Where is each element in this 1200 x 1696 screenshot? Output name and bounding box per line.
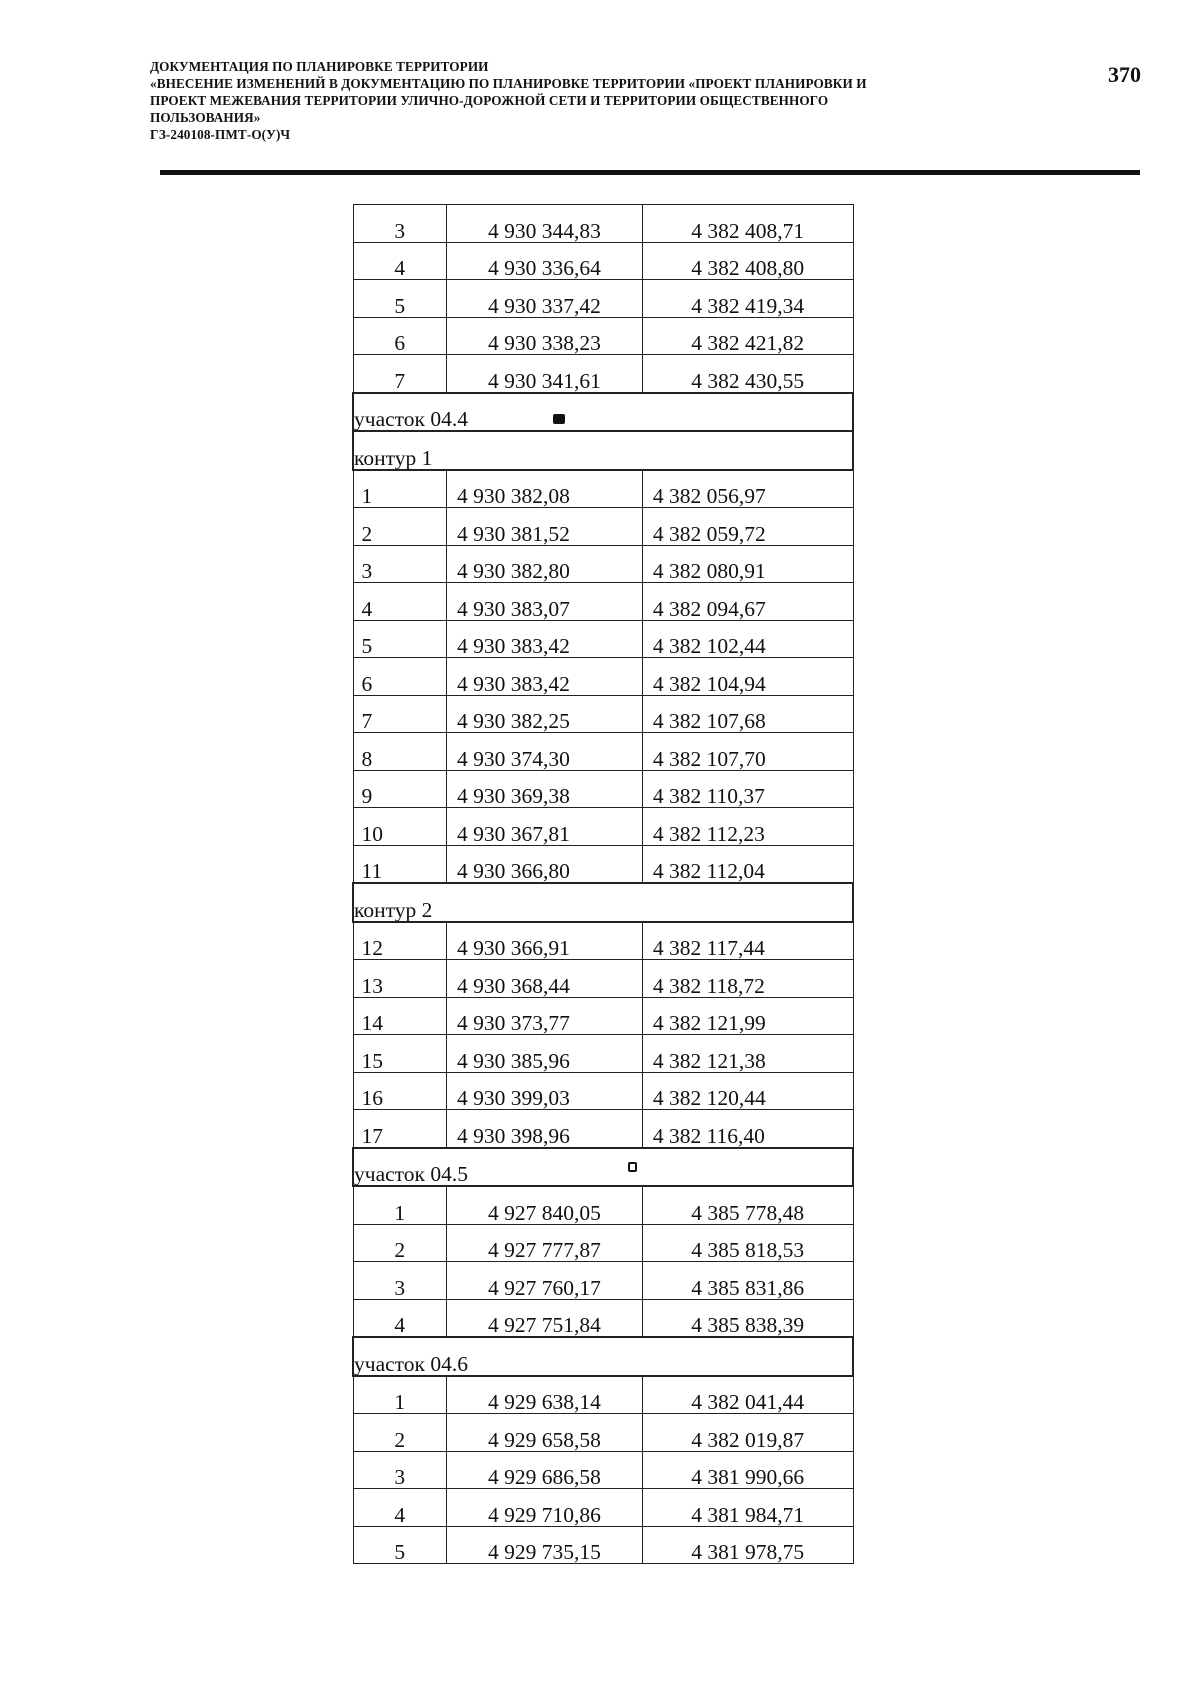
- point-number-cell: 7: [353, 355, 446, 393]
- point-number-cell: 4: [353, 242, 446, 280]
- point-number-cell: 11: [353, 845, 446, 883]
- table-row: [353, 1414, 853, 1452]
- point-number-cell: 2: [353, 508, 446, 546]
- x-coordinate-cell: 4 929 658,58: [446, 1414, 642, 1452]
- y-coordinate-cell: 4 382 019,87: [642, 1414, 853, 1452]
- y-coordinate-cell: 4 382 116,40: [642, 1110, 853, 1148]
- point-number-cell: 12: [353, 922, 446, 960]
- x-coordinate-cell: 4 930 398,96: [446, 1110, 642, 1148]
- point-number-cell: 3: [353, 205, 446, 243]
- point-number-cell: 9: [353, 770, 446, 808]
- x-coordinate-cell: 4 930 368,44: [446, 960, 642, 998]
- y-coordinate-cell: 4 382 408,71: [642, 205, 853, 243]
- header-line-2: «ВНЕСЕНИЕ ИЗМЕНЕНИЙ В ДОКУМЕНТАЦИЮ ПО ПЛАНИРОВКЕ ТЕРРИТОРИИ «ПРОЕКТ ПЛАНИРОВКИ И: [150, 76, 867, 91]
- y-coordinate-cell: 4 382 107,68: [642, 695, 853, 733]
- section-label: участок 04.5: [353, 1148, 853, 1187]
- y-coordinate-cell: 4 382 117,44: [642, 922, 853, 960]
- coordinates-table: [352, 204, 854, 1564]
- table-row: [353, 1072, 853, 1110]
- x-coordinate-cell: 4 930 382,25: [446, 695, 642, 733]
- x-coordinate-cell: 4 927 840,05: [446, 1186, 642, 1224]
- table-row: [353, 1299, 853, 1337]
- y-coordinate-cell: 4 385 831,86: [642, 1262, 853, 1300]
- x-coordinate-cell: 4 927 760,17: [446, 1262, 642, 1300]
- point-number-cell: 5: [353, 280, 446, 318]
- x-coordinate-cell: 4 930 369,38: [446, 770, 642, 808]
- y-coordinate-cell: 4 381 984,71: [642, 1489, 853, 1527]
- point-number-cell: 14: [353, 997, 446, 1035]
- x-coordinate-cell: 4 930 373,77: [446, 997, 642, 1035]
- table-row: [353, 960, 853, 998]
- header-line-4: ПОЛЬЗОВАНИЯ»: [150, 110, 261, 125]
- x-coordinate-cell: 4 929 710,86: [446, 1489, 642, 1527]
- section-row: [353, 1337, 853, 1376]
- point-number-cell: 6: [353, 317, 446, 355]
- y-coordinate-cell: 4 382 094,67: [642, 583, 853, 621]
- y-coordinate-cell: 4 382 056,97: [642, 470, 853, 508]
- table-row: [353, 695, 853, 733]
- y-coordinate-cell: 4 382 112,23: [642, 808, 853, 846]
- point-number-cell: 15: [353, 1035, 446, 1073]
- point-number-cell: 7: [353, 695, 446, 733]
- header-line-5: ГЗ-240108-ПМТ-О(У)Ч: [150, 127, 291, 142]
- point-number-cell: 3: [353, 1262, 446, 1300]
- y-coordinate-cell: 4 382 419,34: [642, 280, 853, 318]
- scan-mark: [553, 414, 565, 424]
- point-number-cell: 1: [353, 1376, 446, 1414]
- point-number-cell: 1: [353, 1186, 446, 1224]
- point-number-cell: 3: [353, 545, 446, 583]
- y-coordinate-cell: 4 381 990,66: [642, 1451, 853, 1489]
- table-row: [353, 280, 853, 318]
- y-coordinate-cell: 4 381 978,75: [642, 1526, 853, 1564]
- x-coordinate-cell: 4 930 381,52: [446, 508, 642, 546]
- table-row: [353, 545, 853, 583]
- table-row: [353, 205, 853, 243]
- section-label: контур 1: [353, 431, 853, 470]
- point-number-cell: 10: [353, 808, 446, 846]
- point-number-cell: 5: [353, 620, 446, 658]
- table-row: [353, 1186, 853, 1224]
- y-coordinate-cell: 4 382 430,55: [642, 355, 853, 393]
- point-number-cell: 5: [353, 1526, 446, 1564]
- table-row: [353, 242, 853, 280]
- y-coordinate-cell: 4 382 059,72: [642, 508, 853, 546]
- y-coordinate-cell: 4 382 110,37: [642, 770, 853, 808]
- coordinates-table-body: [353, 205, 853, 1564]
- x-coordinate-cell: 4 930 344,83: [446, 205, 642, 243]
- table-row: [353, 770, 853, 808]
- table-row: [353, 922, 853, 960]
- table-row: [353, 1376, 853, 1414]
- section-row: [353, 1148, 853, 1187]
- table-row: [353, 1489, 853, 1527]
- table-row: [353, 658, 853, 696]
- table-row: [353, 1526, 853, 1564]
- table-row: [353, 620, 853, 658]
- scan-mark: [628, 1162, 637, 1172]
- section-label: участок 04.4: [353, 393, 853, 432]
- point-number-cell: 2: [353, 1414, 446, 1452]
- x-coordinate-cell: 4 929 638,14: [446, 1376, 642, 1414]
- point-number-cell: 16: [353, 1072, 446, 1110]
- point-number-cell: 8: [353, 733, 446, 771]
- x-coordinate-cell: 4 930 367,81: [446, 808, 642, 846]
- section-label: контур 2: [353, 883, 853, 922]
- point-number-cell: 3: [353, 1451, 446, 1489]
- point-number-cell: 2: [353, 1224, 446, 1262]
- x-coordinate-cell: 4 930 338,23: [446, 317, 642, 355]
- x-coordinate-cell: 4 930 336,64: [446, 242, 642, 280]
- section-row: [353, 883, 853, 922]
- y-coordinate-cell: 4 382 107,70: [642, 733, 853, 771]
- section-label: участок 04.6: [353, 1337, 853, 1376]
- y-coordinate-cell: 4 382 120,44: [642, 1072, 853, 1110]
- y-coordinate-cell: 4 382 080,91: [642, 545, 853, 583]
- x-coordinate-cell: 4 930 374,30: [446, 733, 642, 771]
- point-number-cell: 17: [353, 1110, 446, 1148]
- y-coordinate-cell: 4 385 778,48: [642, 1186, 853, 1224]
- table-row: [353, 1262, 853, 1300]
- table-row: [353, 317, 853, 355]
- x-coordinate-cell: 4 930 366,91: [446, 922, 642, 960]
- x-coordinate-cell: 4 930 382,80: [446, 545, 642, 583]
- x-coordinate-cell: 4 927 777,87: [446, 1224, 642, 1262]
- table-row: [353, 808, 853, 846]
- table-row: [353, 583, 853, 621]
- table-row: [353, 1110, 853, 1148]
- table-row: [353, 470, 853, 508]
- table-row: [353, 997, 853, 1035]
- y-coordinate-cell: 4 385 818,53: [642, 1224, 853, 1262]
- table-row: [353, 1451, 853, 1489]
- y-coordinate-cell: 4 382 121,38: [642, 1035, 853, 1073]
- point-number-cell: 4: [353, 1299, 446, 1337]
- y-coordinate-cell: 4 382 121,99: [642, 997, 853, 1035]
- y-coordinate-cell: 4 382 421,82: [642, 317, 853, 355]
- y-coordinate-cell: 4 382 408,80: [642, 242, 853, 280]
- point-number-cell: 4: [353, 583, 446, 621]
- table-row: [353, 508, 853, 546]
- x-coordinate-cell: 4 930 341,61: [446, 355, 642, 393]
- section-row: [353, 393, 853, 432]
- y-coordinate-cell: 4 382 118,72: [642, 960, 853, 998]
- header-line-1: ДОКУМЕНТАЦИЯ ПО ПЛАНИРОВКЕ ТЕРРИТОРИИ: [150, 59, 489, 74]
- page-number: 370: [1108, 62, 1141, 87]
- header-line-3: ПРОЕКТ МЕЖЕВАНИЯ ТЕРРИТОРИИ УЛИЧНО-ДОРОЖНОЙ СЕТИ И ТЕРРИТОРИИ ОБЩЕСТВЕННОГО: [150, 93, 829, 108]
- table-row: [353, 1035, 853, 1073]
- document-header: [150, 58, 1060, 143]
- table-row: [353, 845, 853, 883]
- x-coordinate-cell: 4 929 686,58: [446, 1451, 642, 1489]
- point-number-cell: 4: [353, 1489, 446, 1527]
- header-rule: [160, 170, 1140, 175]
- table-row: [353, 1224, 853, 1262]
- table-row: [353, 733, 853, 771]
- y-coordinate-cell: 4 382 112,04: [642, 845, 853, 883]
- x-coordinate-cell: 4 930 366,80: [446, 845, 642, 883]
- x-coordinate-cell: 4 930 383,42: [446, 620, 642, 658]
- y-coordinate-cell: 4 385 838,39: [642, 1299, 853, 1337]
- y-coordinate-cell: 4 382 104,94: [642, 658, 853, 696]
- point-number-cell: 6: [353, 658, 446, 696]
- x-coordinate-cell: 4 930 383,42: [446, 658, 642, 696]
- x-coordinate-cell: 4 930 399,03: [446, 1072, 642, 1110]
- x-coordinate-cell: 4 927 751,84: [446, 1299, 642, 1337]
- x-coordinate-cell: 4 930 385,96: [446, 1035, 642, 1073]
- y-coordinate-cell: 4 382 041,44: [642, 1376, 853, 1414]
- section-row: [353, 431, 853, 470]
- point-number-cell: 1: [353, 470, 446, 508]
- y-coordinate-cell: 4 382 102,44: [642, 620, 853, 658]
- table-row: [353, 355, 853, 393]
- x-coordinate-cell: 4 930 382,08: [446, 470, 642, 508]
- x-coordinate-cell: 4 929 735,15: [446, 1526, 642, 1564]
- x-coordinate-cell: 4 930 383,07: [446, 583, 642, 621]
- point-number-cell: 13: [353, 960, 446, 998]
- x-coordinate-cell: 4 930 337,42: [446, 280, 642, 318]
